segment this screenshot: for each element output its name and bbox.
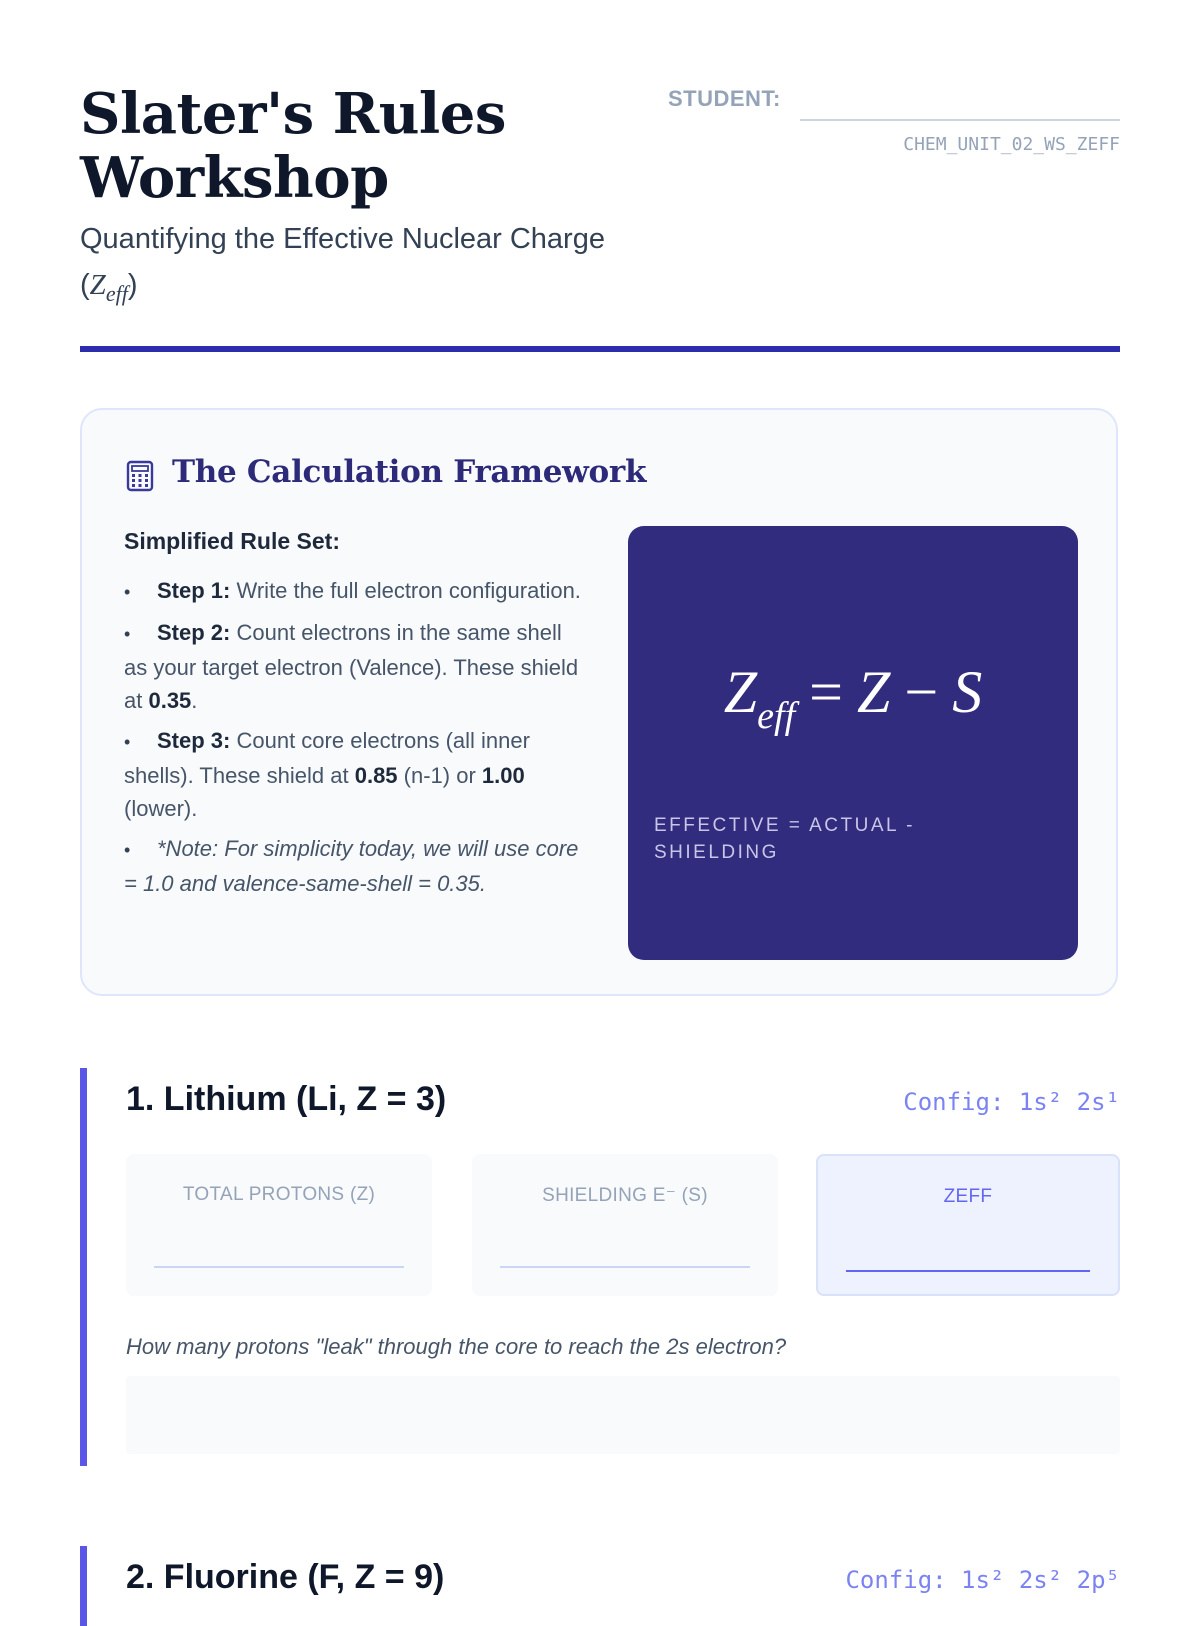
formula-card bbox=[628, 526, 1078, 960]
zeff-formula: $Z_{eff} = Z - S$ bbox=[723, 659, 983, 737]
subtitle-math: $(Z_{eff})$ bbox=[80, 269, 138, 306]
answer-line[interactable] bbox=[154, 1266, 404, 1268]
rule-step-1: • Step 1: Write the full electron configuration. bbox=[124, 578, 581, 603]
problem-accent-bar bbox=[80, 1546, 87, 1626]
problem-fluorine bbox=[80, 1546, 1120, 1626]
header-divider bbox=[80, 346, 1120, 352]
field-label: ZEFF bbox=[943, 1186, 993, 1207]
problem-lithium bbox=[80, 1068, 1120, 1466]
student-label: STUDENT: bbox=[668, 86, 781, 111]
electron-config: Config: 1s² 2s² 2p⁵ bbox=[845, 1566, 1120, 1594]
rule-step-3: • Step 3: Count core electrons (all inner shells). These shield at 0.85 (n-1) or 1.00 (lower). bbox=[124, 728, 530, 821]
problem-title: 1. Lithium (Li, Z = 3) bbox=[126, 1080, 447, 1118]
zeff-field[interactable] bbox=[816, 1154, 1120, 1296]
problem-accent-bar bbox=[80, 1068, 87, 1466]
problem-question: How many protons "leak" through the core to reach the 2s electron? bbox=[126, 1334, 787, 1359]
framework-title: The Calculation Framework bbox=[172, 454, 647, 490]
shielding-field[interactable] bbox=[472, 1154, 778, 1296]
total-protons-field[interactable] bbox=[126, 1154, 432, 1296]
problem-title: 2. Fluorine (F, Z = 9) bbox=[126, 1558, 445, 1596]
document-code: CHEM_UNIT_02_WS_ZEFF bbox=[903, 134, 1120, 155]
formula-caption: EFFECTIVE = ACTUAL - SHIELDING bbox=[654, 815, 915, 863]
field-label: TOTAL PROTONS (Z) bbox=[182, 1184, 376, 1205]
rules-list bbox=[124, 574, 586, 907]
answer-line[interactable] bbox=[846, 1270, 1090, 1272]
rules-heading: Simplified Rule Set: bbox=[124, 528, 340, 554]
subtitle-text: Quantifying the Effective Nuclear Charge bbox=[80, 223, 605, 255]
answer-box[interactable] bbox=[126, 1376, 1120, 1454]
rule-note: • *Note: For simplicity today, we will use core = 1.0 and valence-same-shell = 0.35. bbox=[124, 836, 579, 896]
calculation-framework-card bbox=[80, 408, 1118, 996]
field-label: SHIELDING E⁻ (S) bbox=[542, 1185, 708, 1206]
rule-step-2: • Step 2: Count electrons in the same shell as your target electron (Valence). These shield at 0.35. bbox=[124, 620, 579, 713]
student-name-field[interactable] bbox=[800, 119, 1120, 121]
page-title: Slater's Rules Workshop bbox=[80, 81, 506, 211]
page-subtitle bbox=[80, 216, 680, 317]
electron-config: Config: 1s² 2s¹ bbox=[903, 1088, 1120, 1116]
answer-line[interactable] bbox=[500, 1266, 750, 1268]
calculator-icon bbox=[126, 460, 154, 492]
